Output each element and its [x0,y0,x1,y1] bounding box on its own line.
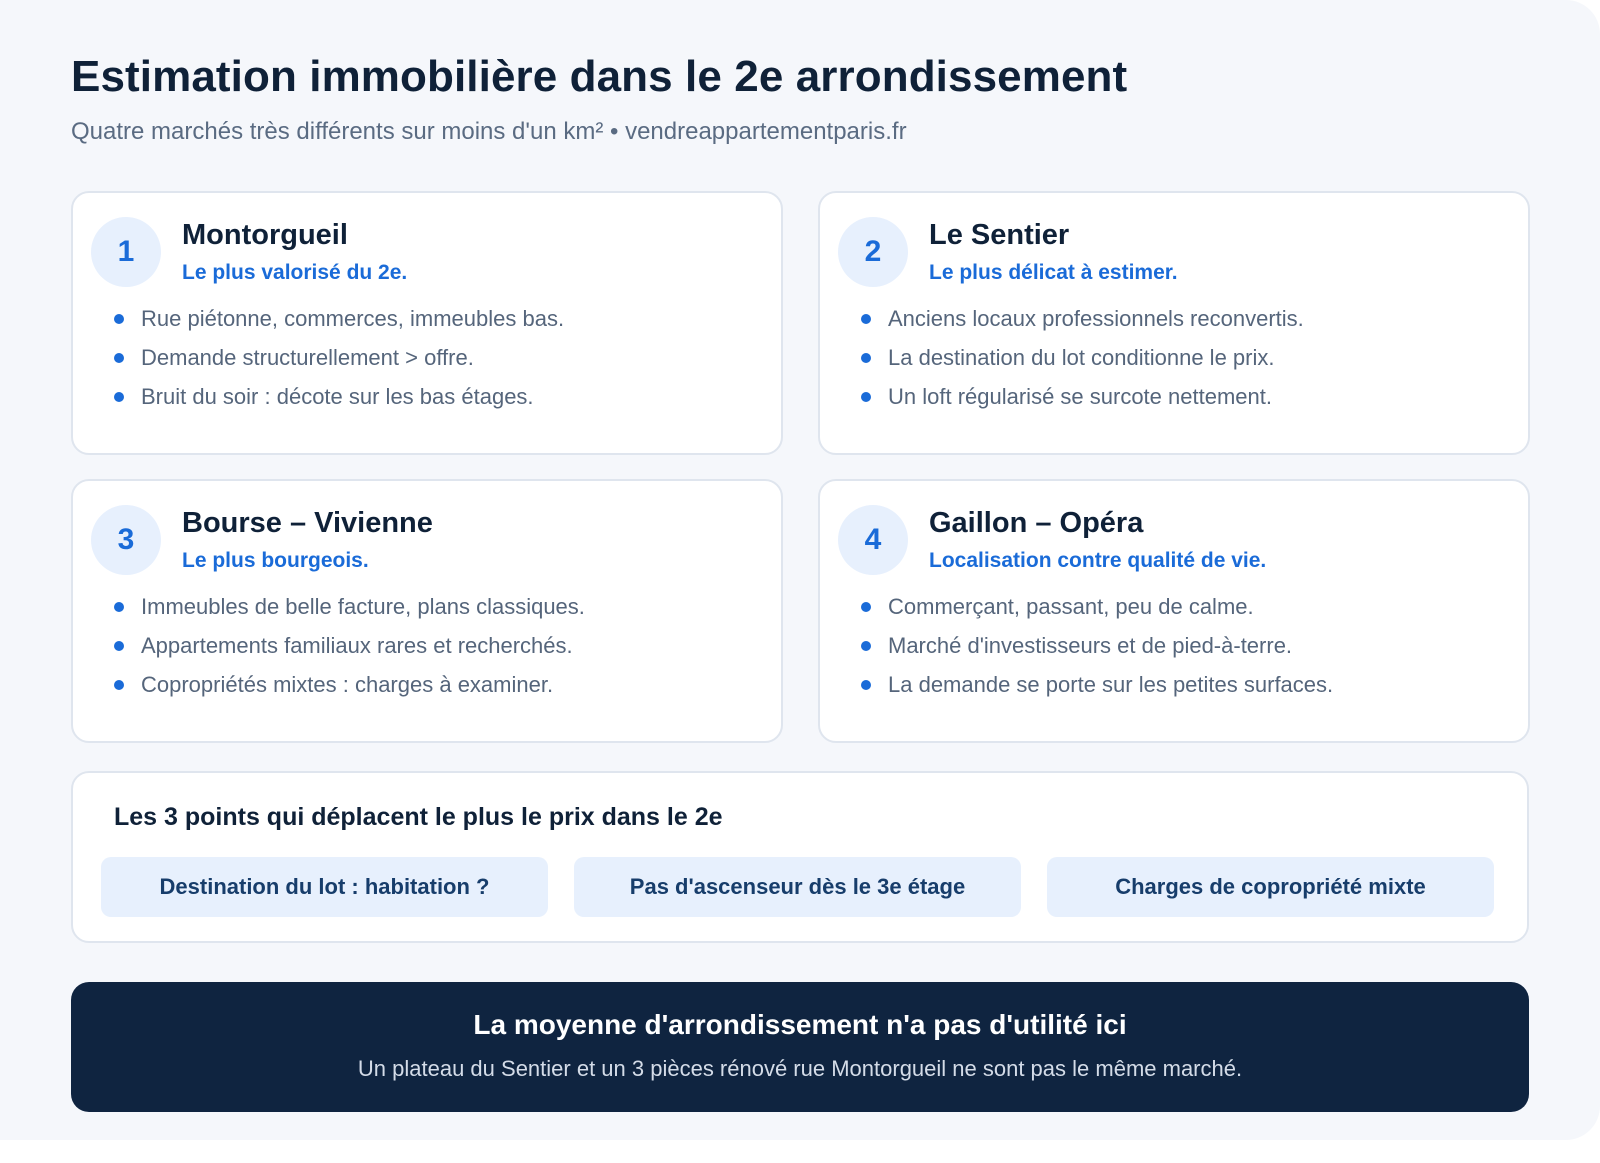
neighborhood-card-gaillon-opera [818,479,1530,743]
key-point-chip: Destination du lot : habitation ? [101,857,548,917]
bullet-dot-icon [114,680,124,690]
bullet-text: Demande structurellement > offre. [141,345,474,370]
card-title: Le Sentier [929,219,1070,251]
bullet-dot-icon [861,314,871,324]
card-tagline: Le plus bourgeois. [182,549,369,572]
bullet-text: Rue piétonne, commerces, immeubles bas. [141,306,565,331]
bullet-text: La demande se porte sur les petites surfaces. [888,672,1334,697]
card-title: Montorgueil [182,219,348,251]
bullet-dot-icon [114,314,124,324]
bullet-text: Marché d'investisseurs et de pied-à-terre. [888,633,1293,658]
card-bullet [860,630,1333,669]
page-title: Estimation immobilière dans le 2e arrondissement [71,52,1128,101]
card-number-badge: 1 [91,217,161,287]
conclusion-banner [71,982,1529,1112]
key-point-chip: Charges de copropriété mixte [1047,857,1494,917]
card-bullet-list [860,591,1333,708]
card-bullet [860,342,1304,381]
neighborhood-card-bourse-vivienne [71,479,783,743]
card-bullet [113,591,585,630]
bullet-text: Copropriétés mixtes : charges à examiner. [141,672,554,697]
key-point-chip: Pas d'ascenseur dès le 3e étage [574,857,1021,917]
card-bullet [113,630,585,669]
key-points-panel [71,771,1529,943]
banner-text: Un plateau du Sentier et un 3 pièces rénové rue Montorgueil ne sont pas le même marché. [357,1056,1243,1081]
card-bullet [113,381,564,420]
neighborhood-card-sentier [818,191,1530,455]
banner-title: La moyenne d'arrondissement n'a pas d'utilité ici [473,1009,1127,1040]
bullet-dot-icon [861,392,871,402]
card-title: Bourse – Vivienne [182,507,433,539]
bullet-dot-icon [114,353,124,363]
card-number-badge: 3 [91,505,161,575]
neighborhood-card-montorgueil [71,191,783,455]
card-number-badge: 4 [838,505,908,575]
bullet-text: Immeubles de belle facture, plans classiques. [141,594,585,619]
bullet-dot-icon [861,602,871,612]
bullet-dot-icon [861,680,871,690]
page-subtitle: Quatre marchés très différents sur moins d'un km² • vendreappartementparis.fr [71,118,907,145]
card-tagline: Le plus délicat à estimer. [929,261,1178,284]
bullet-dot-icon [861,641,871,651]
card-number-badge: 2 [838,217,908,287]
card-tagline: Le plus valorisé du 2e. [182,261,408,284]
card-bullet-list [113,591,585,708]
bullet-dot-icon [114,602,124,612]
card-bullet [860,591,1333,630]
card-bullet [860,669,1333,708]
bullet-text: Appartements familiaux rares et recherchés. [141,633,573,658]
bullet-dot-icon [114,392,124,402]
key-points-title: Les 3 points qui déplacent le plus le prix dans le 2e [114,803,723,831]
bullet-dot-icon [114,641,124,651]
bullet-text: La destination du lot conditionne le prix. [888,345,1275,370]
bullet-text: Bruit du soir : décote sur les bas étages. [141,384,534,409]
card-bullet [113,303,564,342]
card-title: Gaillon – Opéra [929,507,1144,539]
card-tagline: Localisation contre qualité de vie. [929,549,1267,572]
bullet-text: Anciens locaux professionnels reconvertis. [888,306,1304,331]
card-bullet-list [860,303,1304,420]
card-bullet [113,342,564,381]
bullet-text: Commerçant, passant, peu de calme. [888,594,1254,619]
bullet-text: Un loft régularisé se surcote nettement. [888,384,1272,409]
card-bullet [113,669,585,708]
card-bullet [860,303,1304,342]
card-bullet-list [113,303,564,420]
card-bullet [860,381,1304,420]
bullet-dot-icon [861,353,871,363]
